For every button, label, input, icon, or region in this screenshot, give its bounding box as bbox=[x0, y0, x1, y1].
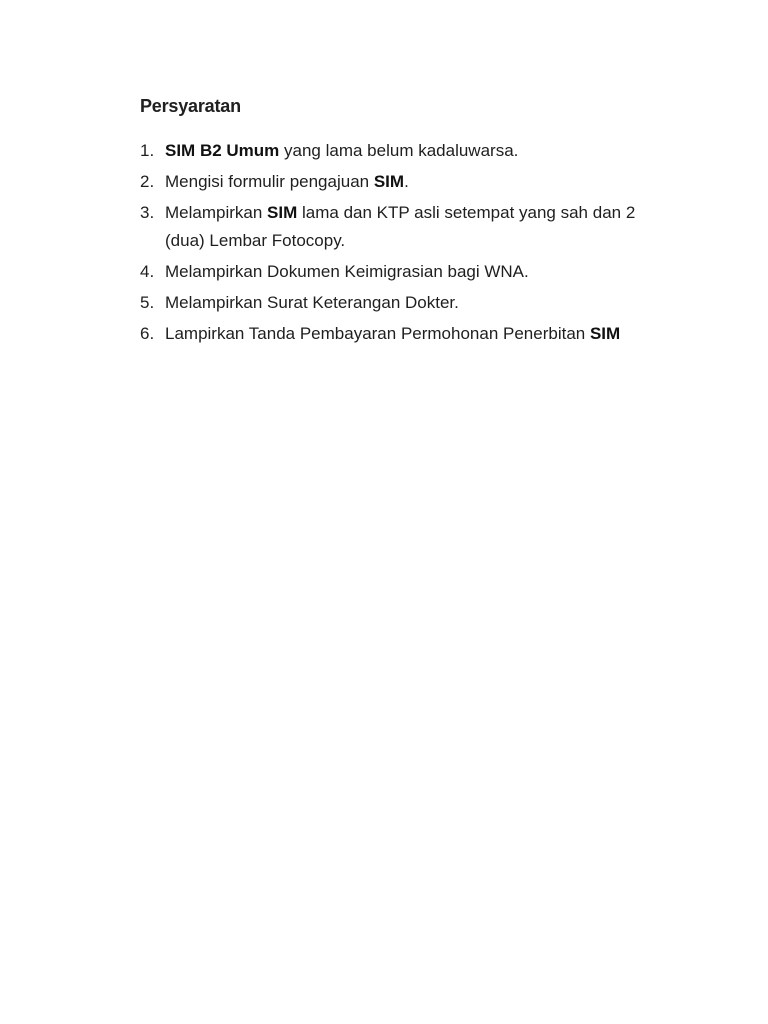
text-fragment: Melampirkan bbox=[165, 203, 268, 222]
list-item-number: 4. bbox=[140, 262, 155, 281]
text-fragment: lama dan KTP asli setempat yang sah dan 2 bbox=[297, 203, 636, 222]
list-item-number: 3. bbox=[140, 203, 155, 222]
text-fragment: Mengisi formulir pengajuan bbox=[165, 172, 374, 191]
text-fragment: yang lama belum kadaluwarsa. bbox=[279, 141, 519, 160]
text-continuation: (dua) Lembar Fotocopy. bbox=[165, 231, 346, 250]
text-fragment: . bbox=[404, 172, 409, 191]
list-item-text bbox=[165, 137, 670, 165]
list-item bbox=[140, 168, 670, 196]
list-item-text bbox=[165, 168, 670, 196]
text-fragment: Lampirkan Tanda Pembayaran Permohonan Penerbitan bbox=[165, 324, 590, 343]
bold-term: SIM bbox=[267, 203, 298, 222]
text-fragment: Melampirkan Dokumen Keimigrasian bagi WNA. bbox=[165, 262, 529, 281]
list-item-text bbox=[165, 289, 670, 317]
list-item bbox=[140, 320, 670, 348]
section-heading: Persyaratan bbox=[140, 96, 241, 116]
document-page bbox=[140, 96, 670, 351]
list-item-text bbox=[165, 199, 670, 255]
list-item-number: 6. bbox=[140, 324, 155, 343]
text-fragment: Melampirkan Surat Keterangan Dokter. bbox=[165, 293, 459, 312]
list-item-text bbox=[165, 320, 670, 348]
list-item-number: 5. bbox=[140, 293, 155, 312]
list-item bbox=[140, 289, 670, 317]
bold-term: SIM B2 Umum bbox=[165, 141, 280, 160]
requirements-list bbox=[140, 137, 670, 348]
list-item-text bbox=[165, 258, 670, 286]
bold-term: SIM bbox=[373, 172, 405, 191]
list-item bbox=[140, 258, 670, 286]
list-item-number: 1. bbox=[140, 141, 155, 160]
list-item bbox=[140, 199, 670, 255]
bold-term: SIM bbox=[589, 324, 621, 343]
list-item bbox=[140, 137, 670, 165]
list-item-number: 2. bbox=[140, 172, 155, 191]
